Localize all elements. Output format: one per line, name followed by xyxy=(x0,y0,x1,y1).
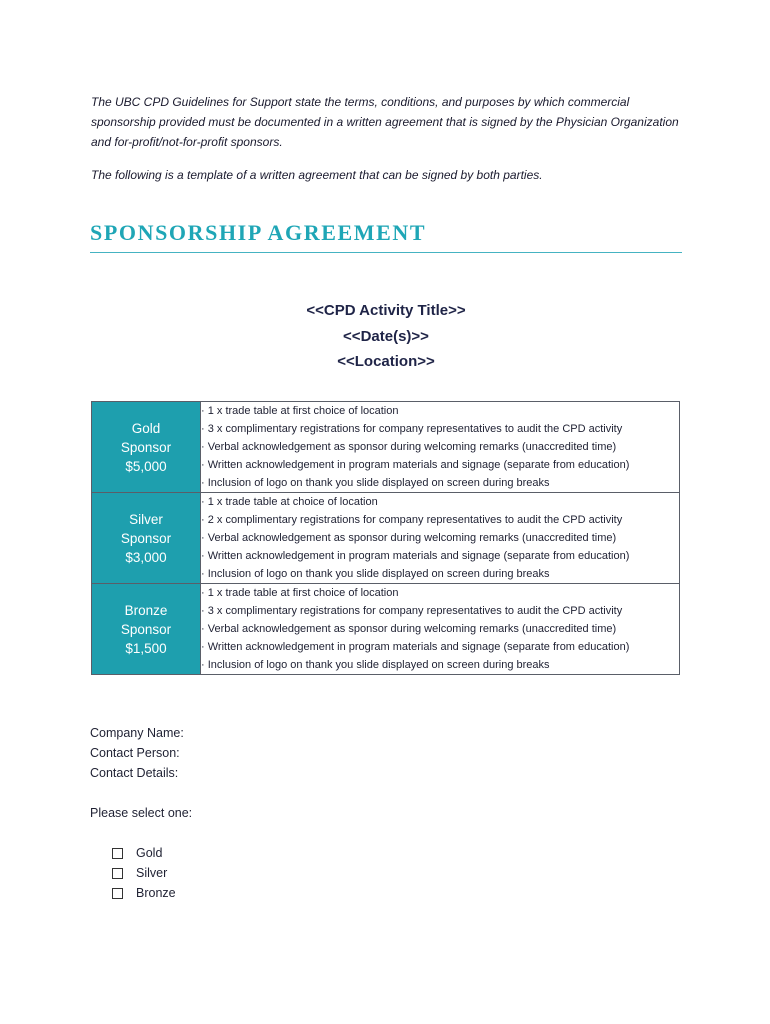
checkbox-bronze[interactable] xyxy=(112,888,123,899)
tier-label: Sponsor xyxy=(120,439,172,455)
benefit-item: · Inclusion of logo on thank you slide displayed on screen during breaks xyxy=(201,477,550,489)
tier-amount: $5,000 xyxy=(125,458,167,474)
contact-person-label: Contact Person: xyxy=(90,746,180,760)
benefit-item: · 1 x trade table at first choice of location xyxy=(201,405,399,417)
benefit-item: · Written acknowledgement in program materials and signage (separate from education) xyxy=(201,641,630,653)
tier-benefits-gold xyxy=(201,402,680,493)
benefit-item: · 3 x complimentary registrations for company representatives to audit the CPD activity xyxy=(201,423,623,435)
document-title: SPONSORSHIP AGREEMENT xyxy=(90,220,682,253)
option-label: Gold xyxy=(136,846,163,860)
tier-name: Silver xyxy=(129,511,163,527)
benefit-item: · Written acknowledgement in program materials and signage (separate from education) xyxy=(201,459,630,471)
select-prompt: Please select one: xyxy=(90,806,193,820)
option-silver[interactable] xyxy=(112,866,167,880)
option-label: Bronze xyxy=(136,886,176,900)
benefit-item: · 2 x complimentary registrations for company representatives to audit the CPD activity xyxy=(201,514,623,526)
dates-placeholder: <<Date(s)>> xyxy=(343,328,429,345)
activity-title-placeholder: <<CPD Activity Title>> xyxy=(306,302,466,319)
benefit-item: · 3 x complimentary registrations for company representatives to audit the CPD activity xyxy=(201,605,623,617)
tier-amount: $3,000 xyxy=(125,549,167,565)
benefit-item: · Verbal acknowledgement as sponsor during welcoming remarks (unaccredited time) xyxy=(201,623,617,635)
company-name-label: Company Name: xyxy=(90,726,184,740)
tier-name: Bronze xyxy=(124,602,168,618)
intro-paragraph: The UBC CPD Guidelines for Support state the terms, conditions, and purposes by which commercial sponsorship provided must be documented in a written agreement that is signed by the Physician Organization and for-profit/not-for-profit sponsors. xyxy=(91,95,679,149)
tier-amount: $1,500 xyxy=(125,640,167,656)
tier-row-silver xyxy=(92,493,680,584)
benefit-item: · Inclusion of logo on thank you slide displayed on screen during breaks xyxy=(201,659,550,671)
location-placeholder: <<Location>> xyxy=(337,353,435,370)
benefit-item: · 1 x trade table at first choice of location xyxy=(201,587,399,599)
benefit-item: · 1 x trade table at choice of location xyxy=(201,496,378,508)
tier-benefits-bronze xyxy=(201,584,680,675)
tier-name: Gold xyxy=(131,420,161,436)
intro-note: The following is a template of a written agreement that can be signed by both parties. xyxy=(91,168,543,182)
option-bronze[interactable] xyxy=(112,886,176,900)
tier-label: Sponsor xyxy=(120,530,172,546)
tier-benefits-silver xyxy=(201,493,680,584)
tier-cell-gold xyxy=(92,402,201,493)
benefit-item: · Verbal acknowledgement as sponsor during welcoming remarks (unaccredited time) xyxy=(201,441,617,453)
option-gold[interactable] xyxy=(112,846,162,860)
option-label: Silver xyxy=(136,866,168,880)
tier-row-bronze xyxy=(92,584,680,675)
checkbox-silver[interactable] xyxy=(112,868,123,879)
contact-details-label: Contact Details: xyxy=(90,766,179,780)
tier-label: Sponsor xyxy=(120,621,172,637)
tier-cell-bronze xyxy=(92,584,201,675)
checkbox-gold[interactable] xyxy=(112,848,123,859)
tier-cell-silver xyxy=(92,493,201,584)
benefit-item: · Inclusion of logo on thank you slide displayed on screen during breaks xyxy=(201,568,550,580)
tier-row-gold xyxy=(92,402,680,493)
benefit-item: · Written acknowledgement in program materials and signage (separate from education) xyxy=(201,550,630,562)
sponsorship-tiers-table xyxy=(91,401,680,675)
benefit-item: · Verbal acknowledgement as sponsor during welcoming remarks (unaccredited time) xyxy=(201,532,617,544)
